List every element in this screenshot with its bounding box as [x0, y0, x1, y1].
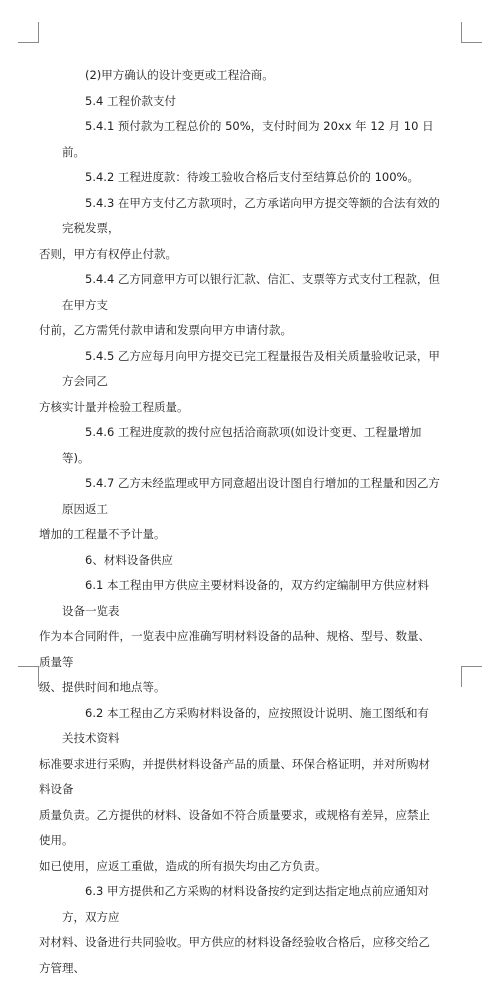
text-line: 对材料、设备进行共同验收。甲方供应的材料设备经验收合格后，应移交给乙方管理、 [39, 935, 430, 975]
paragraph [39, 573, 440, 701]
paragraph [39, 267, 440, 344]
text-line: 5.4.6 工程进度款的拨付应包括洽商款项(如设计变更、工程量增加等)。 [62, 425, 422, 465]
paragraph [62, 165, 440, 191]
text-line: 增加的工程量不予计量。 [39, 527, 166, 541]
text-line: 标准要求进行采购，并提供材料设备产品的质量、环保合格证明，并对所购材料设备 [39, 756, 430, 796]
paragraph [62, 548, 440, 574]
text-line: 6.3 甲方提供和乙方采购的材料设备按约定到达指定地点前应通知对方，双方应 [62, 884, 429, 924]
text-line: 5.4.7 乙方未经监理或甲方同意超出设计图自行增加的工程量和因乙方原因返工 [62, 476, 440, 516]
text-line: (2)甲方确认的设计变更或工程洽商。 [85, 68, 274, 82]
text-line: 5.4.4 乙方同意甲方可以银行汇款、信汇、支票等方式支付工程款，但在甲方支 [62, 272, 440, 312]
paragraph [62, 63, 440, 89]
paragraph [62, 89, 440, 115]
text-line: 级、提供时间和地点等。 [39, 680, 166, 694]
text-line: 付前，乙方需凭付款申请和发票向甲方申请付款。 [39, 323, 292, 337]
crop-mark-top-left [18, 22, 39, 43]
text-line: 5.4.2 工程进度款：待竣工验收合格后支付至结算总价的 100%。 [85, 170, 419, 184]
crop-mark-bottom-left [18, 666, 39, 687]
crop-mark-bottom-right [461, 666, 482, 687]
paragraph [62, 420, 440, 471]
crop-mark-top-right [461, 22, 482, 43]
paragraph [39, 471, 440, 548]
text-line: 6、材料设备供应 [85, 552, 173, 567]
paragraph [39, 191, 440, 268]
paragraph [62, 114, 440, 165]
text-line: 5.4.1 预付款为工程总价的 50%，支付时间为 20xx 年 12 月 10 日前。 [62, 119, 434, 159]
text-line: 作为本合同附件，一览表中应准确写明材料设备的品种、规格、型号、数量、质量等 [39, 629, 430, 669]
text-line: 6.2 本工程由乙方采购材料设备的，应按照设计说明、施工图纸和有关技术资料 [62, 705, 429, 745]
text-line: 6.1 本工程由甲方供应主要材料设备的，双方约定编制甲方供应材料设备一览表 [62, 578, 429, 618]
paragraph [39, 879, 440, 981]
text-line: 如已使用，应返工重做，造成的所有损失均由乙方负责。 [39, 858, 327, 873]
text-line: 5.4.3 在甲方支付乙方款项时，乙方承诺向甲方提交等额的合法有效的完税发票， [62, 195, 440, 235]
document-body [39, 63, 440, 981]
paragraph [39, 344, 440, 421]
text-line: 方核实计量并检验工程质量。 [39, 399, 189, 414]
text-line: 质量负责。乙方提供的材料、设备如不符合质量要求，或规格有差异，应禁止使用。 [39, 807, 430, 847]
text-line: 5.4 工程价款支付 [85, 93, 176, 108]
text-line: 否则，甲方有权停止付款。 [39, 246, 177, 261]
paragraph [39, 701, 440, 880]
text-line: 5.4.5 乙方应每月向甲方提交已完工程量报告及相关质量验收记录，甲方会同乙 [62, 348, 440, 388]
